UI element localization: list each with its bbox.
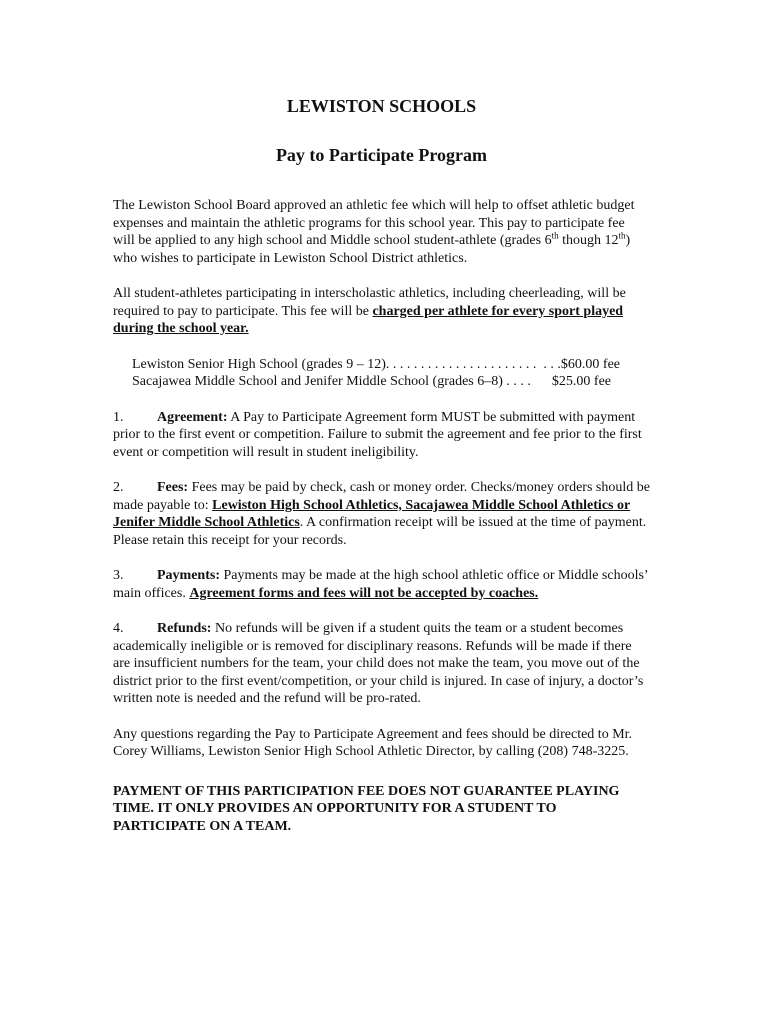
- section-fees: [113, 479, 650, 549]
- fee-amount: $60.00 fee: [560, 356, 621, 372]
- section-text-end: . A confirmation receipt will be issued at the time of payment. Please retain this receipt for your records.: [113, 515, 647, 548]
- warning-notice: PAYMENT OF THIS PARTICIPATION FEE DOES NOT GUARANTEE PLAYING TIME. IT ONLY PROVIDES AN OPPORTUNITY FOR A STUDENT TO PARTICIPATE ON A TEAM.: [113, 783, 620, 834]
- requirement-text: All student-athletes participating in interscholastic athletics, including cheerleading, will be required to pay to participate. This fee will be: [113, 286, 626, 319]
- fee-label: Lewiston Senior High School (grades 9 – 12): [132, 356, 386, 372]
- section-number: 3.: [113, 568, 124, 583]
- section-number: 2.: [113, 480, 124, 495]
- fee-row-high-school: [132, 356, 650, 374]
- section-number: 4.: [113, 621, 124, 636]
- section-number: 1.: [113, 409, 124, 425]
- fee-dots: . . . . . . . . . . . . . . . . . . . . . . . . .: [385, 356, 561, 372]
- section-payments: [113, 567, 650, 602]
- contact-paragraph: Any questions regarding the Pay to Participate Agreement and fees should be directed to Mr. Corey Williams, Lewiston Senior High School Athletic Director, by calling (208) 748-3225.: [113, 726, 633, 759]
- section-text: No refunds will be given if a student quits the team or a student becomes academically ineligible or is removed for disciplinary reasons. Refunds will be made if there are insufficient numbers for the team, your child does not make the team, you move out of the district prior to the first event/competition, or your child is injured. In case of injury, a doctor’s written note is needed and the refund will be pro-rated.: [113, 621, 644, 706]
- section-heading: Fees:: [157, 480, 189, 495]
- section-refunds: [113, 620, 650, 708]
- requirement-emphasis: charged per athlete for every sport played during the school year.: [113, 303, 624, 336]
- fee-row-middle-school: [132, 373, 650, 391]
- requirement-paragraph: [113, 285, 650, 338]
- section-text: A Pay to Participate Agreement form MUST be submitted with payment prior to the first event or competition. Failure to submit the agreement and fee prior to the first event or competition will result in student ineligibility.: [113, 409, 642, 460]
- intro-text-b: though 12: [558, 233, 619, 248]
- superscript-th-1: th: [551, 230, 559, 241]
- section-heading: Agreement:: [157, 409, 228, 425]
- page-title: LEWISTON SCHOOLS: [286, 96, 477, 116]
- intro-text-a: The Lewiston School Board approved an athletic fee which will help to offset athletic budget expenses and maintain the athletic programs for this school year. This pay to participate fee will be applied to any high school and Middle school student-athlete (grades 6: [113, 198, 635, 248]
- intro-paragraph: [113, 197, 650, 267]
- section-heading: Refunds:: [157, 621, 212, 636]
- section-heading: Payments:: [157, 568, 220, 583]
- section-text: Fees may be paid by check, cash or money order. Checks/money orders should be made payable to:: [113, 480, 650, 513]
- superscript-th-2: th: [618, 230, 626, 241]
- fee-list: [132, 356, 650, 391]
- fee-amount: $25.00 fee: [551, 374, 611, 389]
- page-subtitle: Pay to Participate Program: [275, 145, 488, 165]
- intro-text-c: ) who wishes to participate in Lewiston School District athletics.: [113, 233, 631, 266]
- section-emphasis: Agreement forms and fees will not be accepted by coaches.: [189, 585, 539, 601]
- fee-dots: . . . .: [502, 374, 552, 389]
- fee-label: Sacajawea Middle School and Jenifer Middle School (grades 6–8): [132, 374, 503, 389]
- section-emphasis: Lewiston High School Athletics, Sacajawea Middle School Athletics or Jenifer Middle School Athletics: [113, 497, 631, 530]
- section-text: Payments may be made at the high school athletic office or Middle schools’ main offices.: [113, 568, 648, 601]
- section-agreement: [113, 409, 650, 462]
